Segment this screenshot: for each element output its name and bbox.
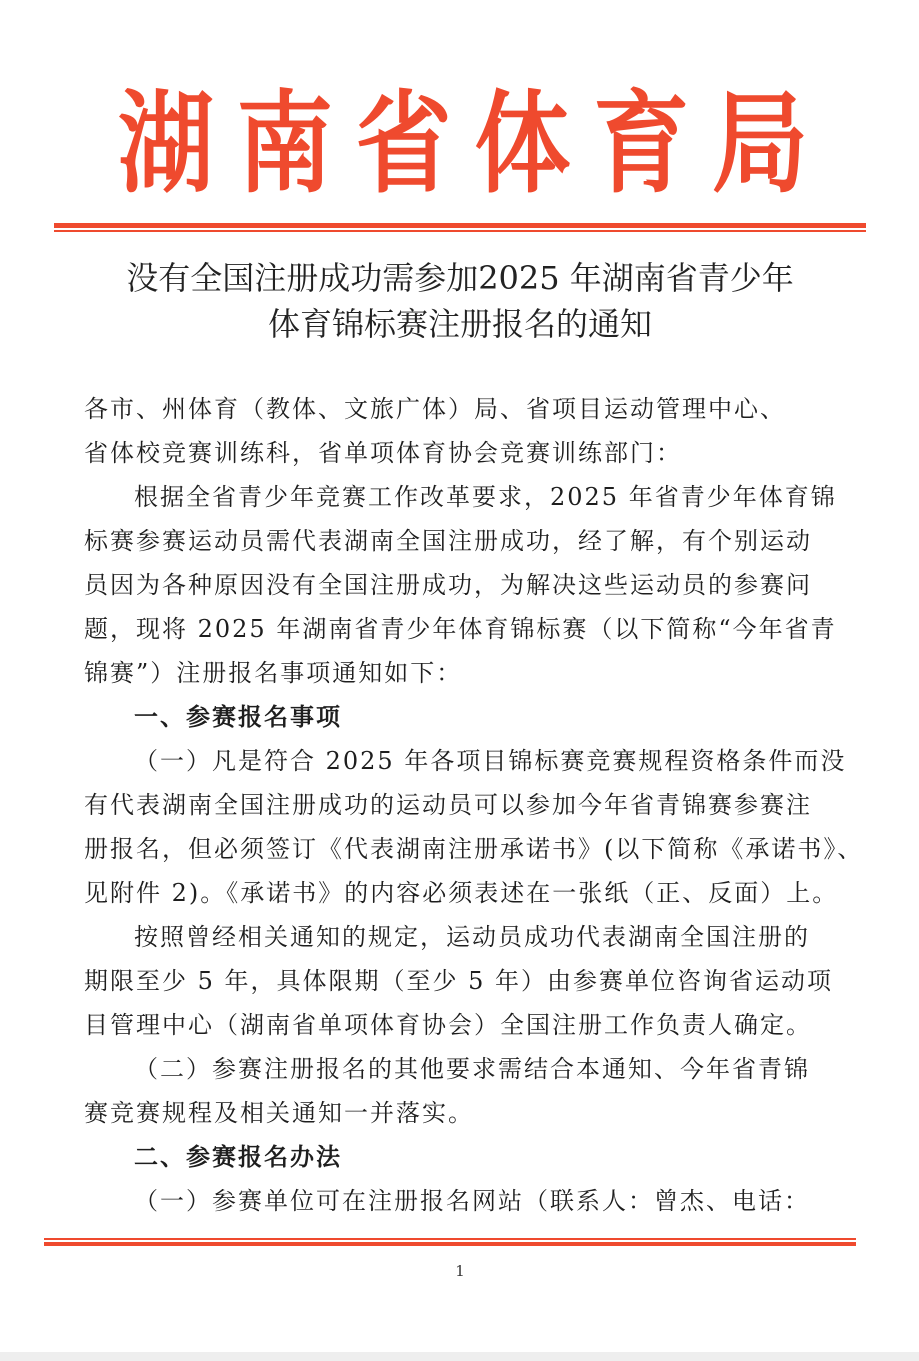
body-line: 期限至少 5 年，具体限期（至少 5 年）由参赛单位咨询省运动项 (84, 967, 834, 995)
body-line: （一）凡是符合 2025 年各项目锦标赛竞赛规程资格条件而没 (134, 747, 847, 775)
title-line-1: 没有全国注册成功需参加2025 年湖南省青少年 (126, 259, 794, 297)
body-line: 有代表湖南全国注册成功的运动员可以参加今年省青锦赛参赛注 (84, 791, 812, 819)
body-line-addressee: 省体校竞赛训练科，省单项体育协会竞赛训练部门： (84, 439, 682, 467)
viewer-bottom-edge (0, 1352, 919, 1361)
body-line: 员因为各种原因没有全国注册成功，为解决这些运动员的参赛问 (84, 571, 812, 599)
masthead-char: 体 (474, 78, 571, 209)
body-line: 题，现将 2025 年湖南省青少年体育锦标赛（以下简称“今年省青 (84, 615, 837, 643)
body-line: （一）参赛单位可在注册报名网站（联系人：曾杰、电话： (134, 1187, 810, 1215)
header-rule-thick (54, 223, 866, 228)
body-line: 册报名，但必须签订《代表湖南注册承诺书》(以下简称《承诺书》、 (84, 835, 864, 863)
body-line: 赛竞赛规程及相关通知一并落实。 (84, 1099, 474, 1127)
header-rule-thin (54, 230, 866, 232)
body-line: 目管理中心（湖南省单项体育协会）全国注册工作负责人确定。 (84, 1011, 812, 1039)
masthead-hunan-sports-bureau (118, 78, 808, 209)
page-number: 1 (455, 1262, 465, 1280)
footer-red-rule (44, 1238, 856, 1246)
body-line: 根据全省青少年竞赛工作改革要求，2025 年省青少年体育锦 (134, 483, 837, 511)
masthead-char: 局 (711, 78, 808, 209)
masthead-char: 省 (355, 78, 452, 209)
section-heading-2: 二、参赛报名办法 (134, 1142, 342, 1171)
header-red-rule (54, 223, 866, 233)
title-line-2: 体育锦标赛注册报名的通知 (267, 305, 652, 343)
section-heading-1: 一、参赛报名事项 (134, 702, 342, 731)
body-line: 锦赛”）注册报名事项通知如下： (84, 659, 463, 687)
body-line-addressee: 各市、州体育（教体、文旅广体）局、省项目运动管理中心、 (84, 395, 786, 423)
body-line: （二）参赛注册报名的其他要求需结合本通知、今年省青锦 (134, 1055, 810, 1083)
body-line: 标赛参赛运动员需代表湖南全国注册成功，经了解，有个别运动 (84, 527, 812, 555)
footer-rule-thin (44, 1238, 856, 1240)
masthead-char: 南 (236, 78, 333, 209)
document-title (60, 255, 860, 347)
body-line: 见附件 2)。《承诺书》的内容必须表述在一张纸（正、反面）上。 (84, 879, 839, 907)
body-line: 按照曾经相关通知的规定，运动员成功代表湖南全国注册的 (134, 923, 810, 951)
masthead-char: 湖 (118, 78, 214, 209)
masthead-char: 育 (593, 78, 690, 209)
footer-rule-thick (44, 1242, 856, 1246)
